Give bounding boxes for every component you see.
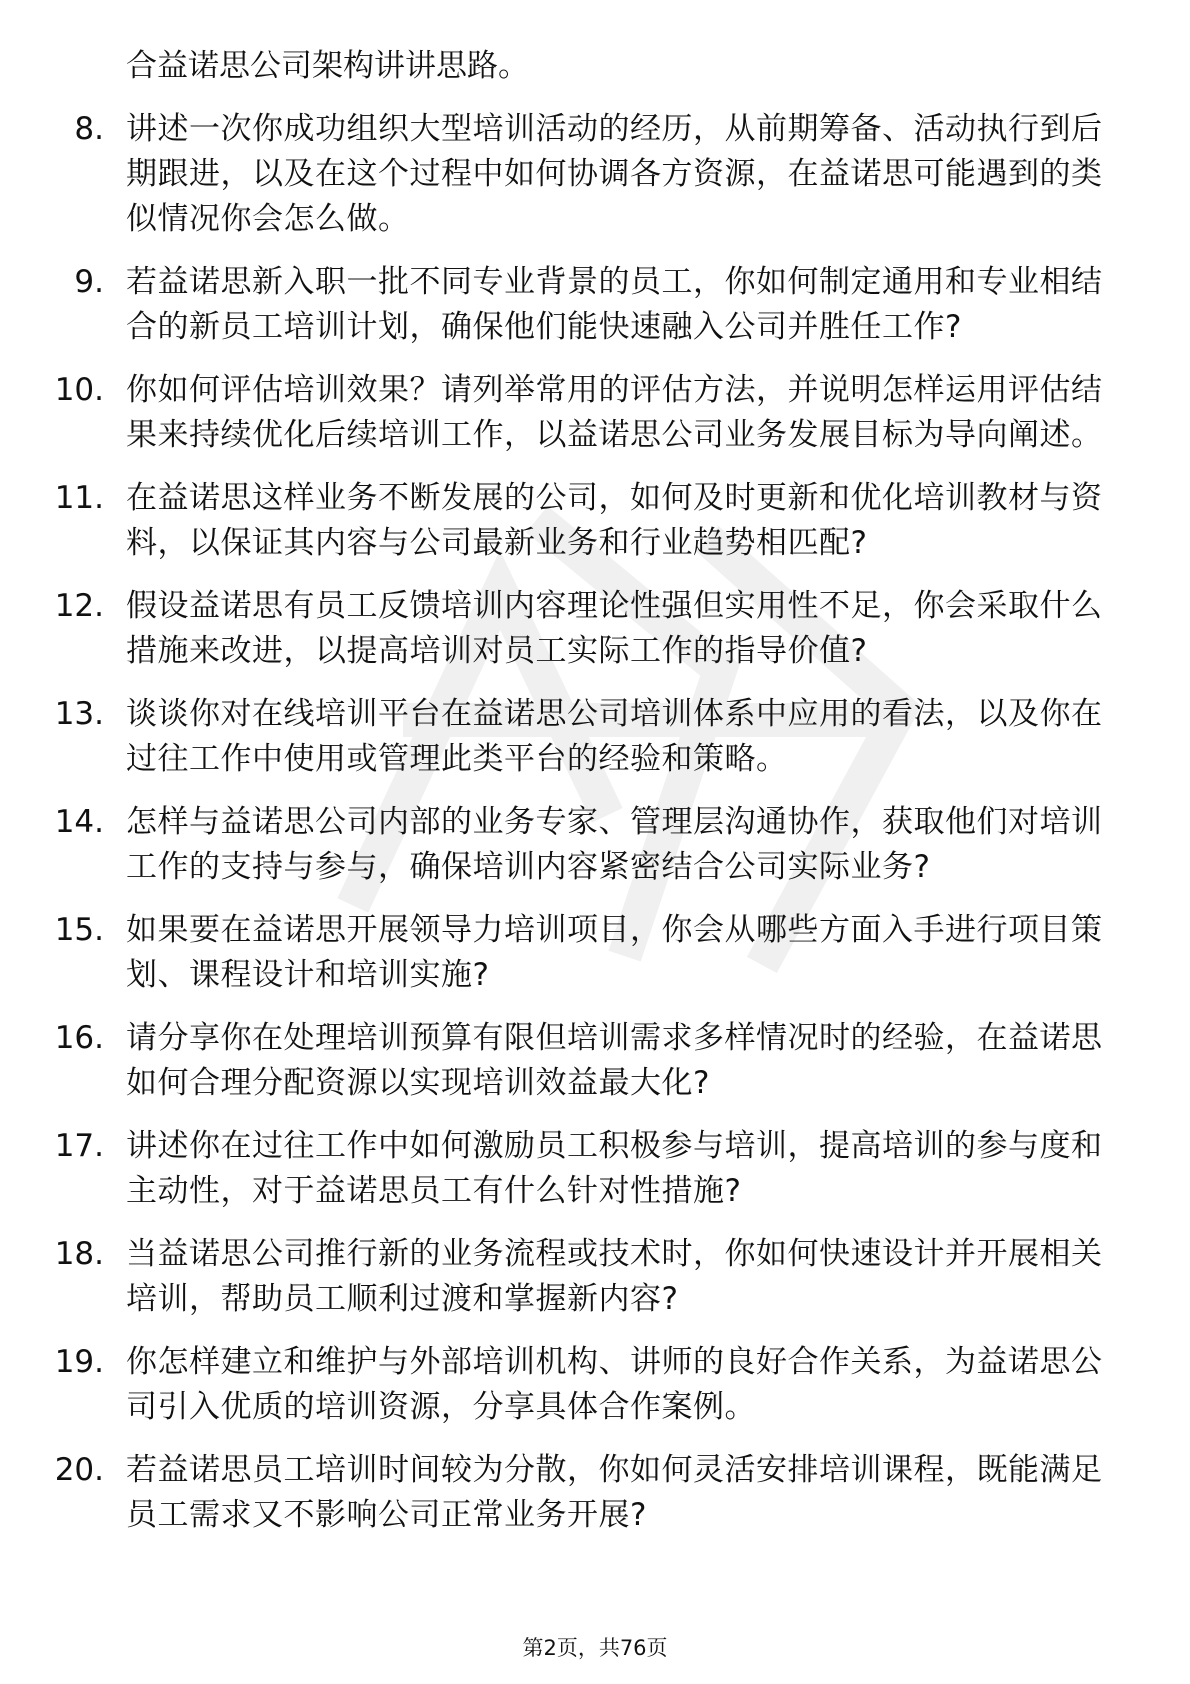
page-footer: 第2页，共76页	[522, 1636, 668, 1660]
question-text: 讲述一次你成功组织大型培训活动的经历，从前期筹备、活动执行到后期跟进，以及在这个过程中如何协调各方资源，在益诺思可能遇到的类似情况你会怎么做。	[126, 111, 1103, 237]
question-item	[0, 107, 1190, 242]
question-text: 你如何评估培训效果？请列举常用的评估方法，并说明怎样运用评估结果来持续优化后续培训工作，以益诺思公司业务发展目标为导向阐述。	[126, 372, 1103, 453]
question-list	[0, 44, 1190, 1538]
question-item	[0, 1016, 1190, 1106]
question-number: 12.	[54, 588, 104, 624]
question-number: 9.	[74, 264, 104, 300]
question-text: 若益诺思员工培训时间较为分散，你如何灵活安排培训课程，既能满足员工需求又不影响公司正常业务开展?	[126, 1452, 1103, 1533]
question-item	[0, 476, 1190, 566]
question-number: 10.	[54, 372, 104, 408]
questions-container	[0, 107, 1190, 1538]
question-number: 8.	[74, 111, 104, 147]
question-text: 如果要在益诺思开展领导力培训项目，你会从哪些方面入手进行项目策划、课程设计和培训实施?	[126, 912, 1103, 993]
question-text: 请分享你在处理培训预算有限但培训需求多样情况时的经验，在益诺思如何合理分配资源以实现培训效益最大化?	[126, 1020, 1103, 1101]
question-number: 18.	[54, 1236, 104, 1272]
question-number: 20.	[54, 1452, 104, 1488]
question-number: 11.	[54, 480, 104, 516]
question-item	[0, 260, 1190, 350]
question-item	[0, 584, 1190, 674]
question-number: 19.	[54, 1344, 104, 1380]
question-number: 13.	[54, 696, 104, 732]
question-text: 若益诺思新入职一批不同专业背景的员工，你如何制定通用和专业相结合的新员工培训计划，确保他们能快速融入公司并胜任工作?	[126, 264, 1103, 345]
previous-question-continuation: 合益诺思公司架构讲讲思路。	[126, 48, 529, 84]
question-text: 讲述你在过往工作中如何激励员工积极参与培训，提高培训的参与度和主动性，对于益诺思员工有什么针对性措施?	[126, 1128, 1103, 1209]
question-item	[0, 1232, 1190, 1322]
question-text: 谈谈你对在线培训平台在益诺思公司培训体系中应用的看法，以及你在过往工作中使用或管理此类平台的经验和策略。	[126, 696, 1103, 777]
question-item	[0, 1448, 1190, 1538]
question-item	[0, 368, 1190, 458]
question-number: 16.	[54, 1020, 104, 1056]
question-number: 17.	[54, 1128, 104, 1164]
question-number: 15.	[54, 912, 104, 948]
question-text: 在益诺思这样业务不断发展的公司，如何及时更新和优化培训教材与资料，以保证其内容与公司最新业务和行业趋势相匹配?	[126, 480, 1103, 561]
question-item	[0, 1124, 1190, 1214]
question-text: 你怎样建立和维护与外部培训机构、讲师的良好合作关系，为益诺思公司引入优质的培训资源，分享具体合作案例。	[126, 1344, 1103, 1425]
question-item	[0, 692, 1190, 782]
question-item	[0, 800, 1190, 890]
question-number: 14.	[54, 804, 104, 840]
question-item	[0, 908, 1190, 998]
question-text: 怎样与益诺思公司内部的业务专家、管理层沟通协作，获取他们对培训工作的支持与参与，确保培训内容紧密结合公司实际业务?	[126, 804, 1103, 885]
question-item	[0, 1340, 1190, 1430]
question-text: 当益诺思公司推行新的业务流程或技术时，你如何快速设计并开展相关培训，帮助员工顺利过渡和掌握新内容?	[126, 1236, 1103, 1317]
question-text: 假设益诺思有员工反馈培训内容理论性强但实用性不足，你会采取什么措施来改进，以提高培训对员工实际工作的指导价值?	[126, 588, 1103, 669]
